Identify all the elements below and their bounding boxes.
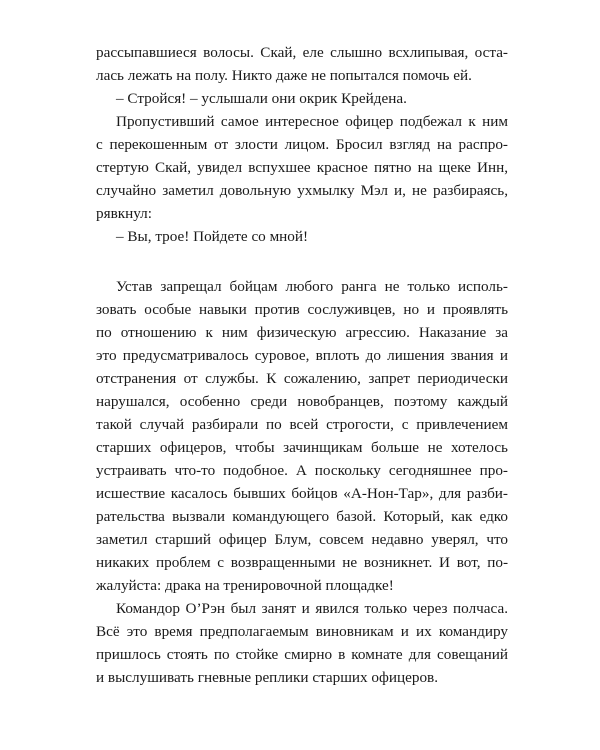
text-line: лась лежать на полу. Никто даже не попытался помочь ей.: [96, 67, 472, 84]
text-line: отстранения от службы. К сожалению, запрет периодически: [96, 370, 508, 387]
text-line: такой случай разбирали по всей строгости, с привлечением: [96, 416, 508, 433]
text-line: Устав запрещал бойцам любого ранга не только исполь-: [116, 278, 508, 295]
text-line: зовать особые навыки против сослуживцев, но и проявлять: [96, 301, 508, 318]
text-line: случайно заметил довольную ухмылку Мэл и, не разбираясь,: [96, 182, 508, 199]
text-line: это предусматривалось суровое, вплоть до лишения звания и: [96, 347, 508, 364]
text-line: по отношению к ним физическую агрессию. Наказание за: [96, 324, 508, 341]
text-line: старших офицеров, чтобы зачинщикам больше не хотелось: [96, 439, 508, 456]
text-line: никаких проблем с возвращенными не возникнет. И вот, по-: [96, 554, 508, 571]
text-line: нарушался, особенно среди новобранцев, поэтому каждый: [96, 393, 508, 410]
text-line: – Вы, трое! Пойдете со мной!: [116, 228, 309, 245]
text-line: с перекошенным от злости лицом. Бросил взгляд на распро-: [96, 136, 508, 153]
text-line: рявкнул:: [96, 205, 152, 222]
text-line: – Стройся! – услышали они окрик Крейдена.: [116, 90, 407, 107]
text-line: жалуйста: драка на тренировочной площадке!: [96, 577, 394, 594]
text-line: рассыпавшиеся волосы. Скай, еле слышно всхлипывая, оста-: [96, 44, 508, 61]
text-line: стертую Скай, увидел вспухшее красное пятно на щеке Инн,: [96, 159, 508, 176]
text-line: пришлось стоять по стойке смирно в комнате для совещаний: [96, 646, 508, 663]
text-line: устраивать что-то подобное. А поскольку сегодняшнее про-: [96, 462, 508, 479]
text-line: и выслушивать гневные реплики старших офицеров.: [96, 669, 439, 686]
text-line: заметил старший офицер Блум, совсем недавно уверял, что: [96, 531, 508, 548]
text-line: исшествие касалось бывших бойцов «А-Нон-Тар», для разби-: [96, 485, 508, 502]
text-line: Командор О’Рэн был занят и явился только через полчаса.: [116, 600, 508, 617]
text-line: Пропустивший самое интересное офицер подбежал к ним: [116, 113, 508, 130]
text-line: рательства вызвали командующего базой. Который, как едко: [96, 508, 508, 525]
text-line: Всё это время предполагаемым виновникам и их командиру: [96, 623, 508, 640]
